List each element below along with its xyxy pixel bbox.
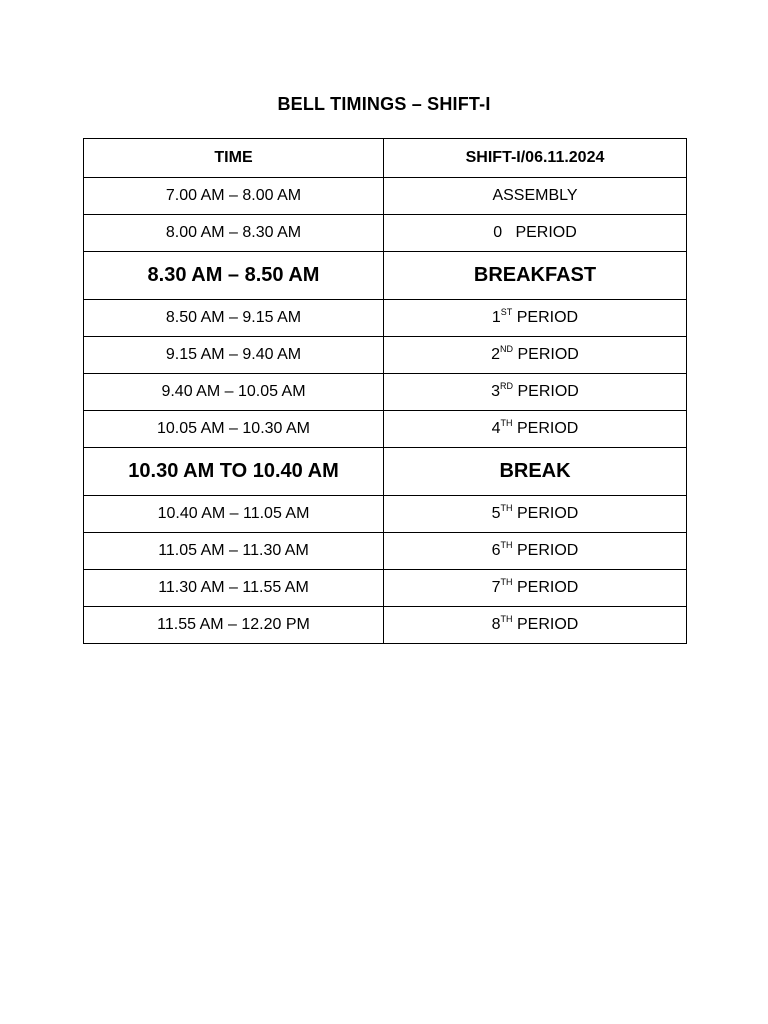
time-cell: 8.30 AM – 8.50 AM: [84, 252, 384, 300]
time-cell: 11.05 AM – 11.30 AM: [84, 533, 384, 570]
table-row-highlight: [84, 448, 687, 496]
table-row: [84, 570, 687, 607]
table-row: [84, 337, 687, 374]
table-row: [84, 496, 687, 533]
table-header-row: [84, 139, 687, 178]
time-cell: 11.30 AM – 11.55 AM: [84, 570, 384, 607]
time-cell: 9.40 AM – 10.05 AM: [84, 374, 384, 411]
time-cell: 11.55 AM – 12.20 PM: [84, 607, 384, 644]
time-cell: 8.50 AM – 9.15 AM: [84, 300, 384, 337]
table-row: [84, 178, 687, 215]
activity-cell: 4TH PERIOD: [384, 411, 687, 448]
table-row: [84, 411, 687, 448]
table-row-highlight: [84, 252, 687, 300]
table-row: [84, 374, 687, 411]
activity-cell: 0 PERIOD: [384, 215, 687, 252]
activity-cell: 2ND PERIOD: [384, 337, 687, 374]
time-cell: 10.30 AM TO 10.40 AM: [84, 448, 384, 496]
activity-cell: BREAKFAST: [384, 252, 687, 300]
page-title: BELL TIMINGS – SHIFT-I: [277, 94, 491, 114]
time-cell: 10.05 AM – 10.30 AM: [84, 411, 384, 448]
activity-cell: ASSEMBLY: [384, 178, 687, 215]
table-row: [84, 607, 687, 644]
activity-cell: 7TH PERIOD: [384, 570, 687, 607]
table-row: [84, 533, 687, 570]
activity-cell: 6TH PERIOD: [384, 533, 687, 570]
bell-timings-table: [83, 138, 687, 644]
time-cell: 8.00 AM – 8.30 AM: [84, 215, 384, 252]
activity-cell: 8TH PERIOD: [384, 607, 687, 644]
activity-cell: 5TH PERIOD: [384, 496, 687, 533]
table-row: [84, 300, 687, 337]
header-shift: SHIFT-I/06.11.2024: [384, 139, 687, 178]
activity-cell: 1ST PERIOD: [384, 300, 687, 337]
time-cell: 9.15 AM – 9.40 AM: [84, 337, 384, 374]
table-row: [84, 215, 687, 252]
time-cell: 10.40 AM – 11.05 AM: [84, 496, 384, 533]
activity-cell: BREAK: [384, 448, 687, 496]
time-cell: 7.00 AM – 8.00 AM: [84, 178, 384, 215]
activity-cell: 3RD PERIOD: [384, 374, 687, 411]
header-time: TIME: [84, 139, 384, 178]
